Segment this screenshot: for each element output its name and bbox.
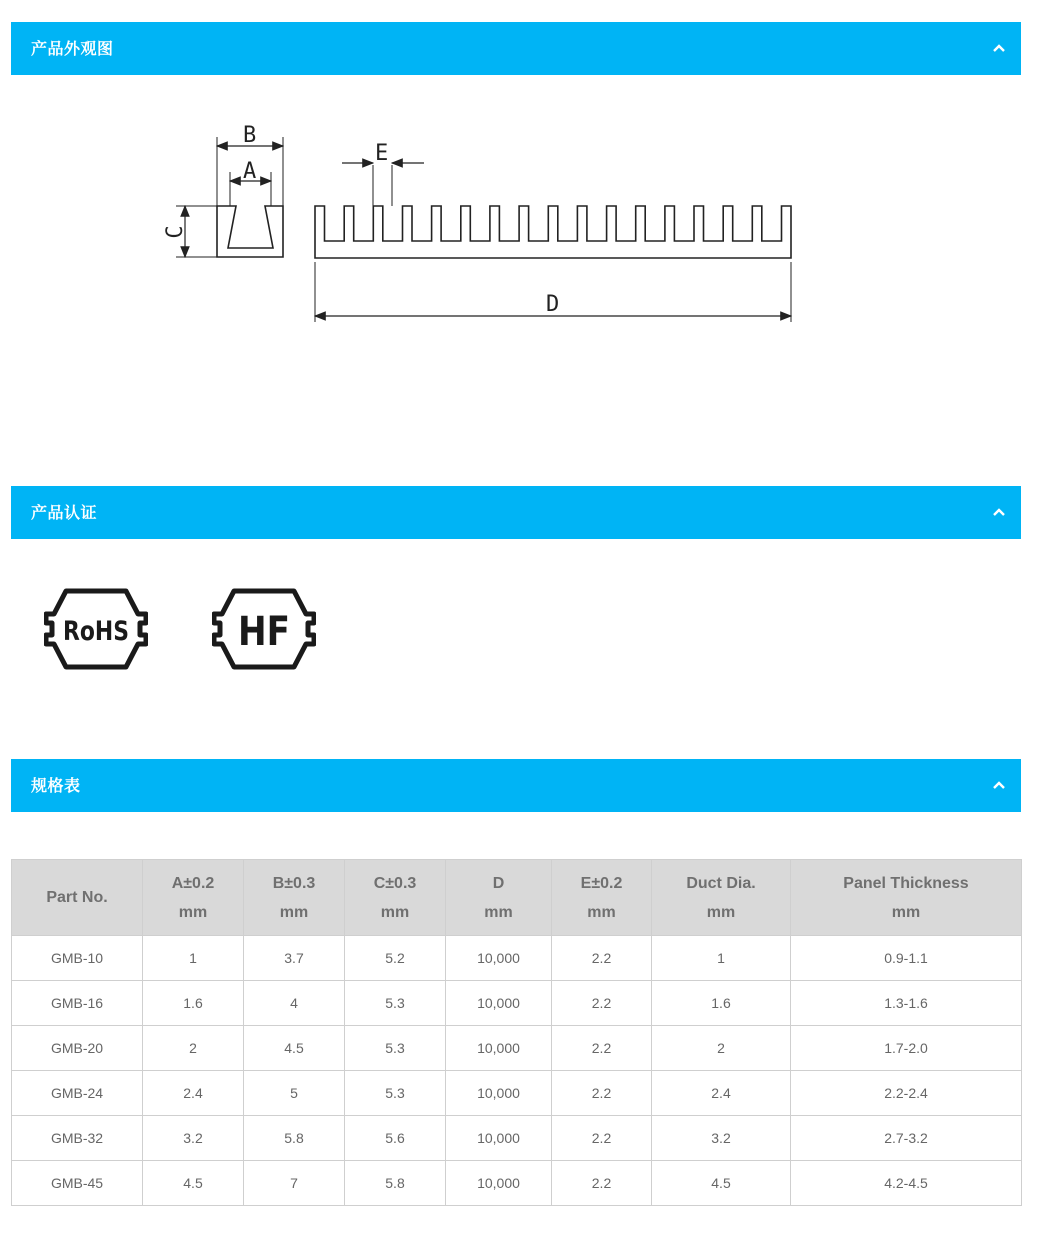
dim-label-d: D [546,292,560,317]
table-row [12,1161,1022,1206]
table-cell: 4.5 [244,1026,345,1071]
table-cell: 5 [244,1071,345,1116]
table-cell: 4.2-4.5 [791,1161,1022,1206]
table-cell: 1.6 [143,981,244,1026]
table-cell: 3.2 [652,1116,791,1161]
table-cell: GMB-16 [12,981,143,1026]
table-cell: 2.2 [552,981,652,1026]
table-cell: 2.2-2.4 [791,1071,1022,1116]
table-cell: 2.2 [552,1116,652,1161]
hf-label: HF [238,609,290,655]
col-header: D mm [446,860,552,936]
col-header: Duct Dia. mm [652,860,791,936]
col-header: Panel Thickness mm [791,860,1022,936]
table-cell: 2.2 [552,1026,652,1071]
section-header-spec[interactable] [11,759,1021,812]
table-header-row [12,860,1022,936]
chevron-up-icon[interactable] [989,775,1009,795]
table-cell: 5.6 [345,1116,446,1161]
chevron-up-icon[interactable] [989,502,1009,522]
table-cell: 2.7-3.2 [791,1116,1022,1161]
table-row [12,936,1022,981]
table-row [12,981,1022,1026]
section-title: 规格表 [31,776,81,795]
rohs-logo [44,584,148,674]
table-cell: 0.9-1.1 [791,936,1022,981]
table-cell: 2 [652,1026,791,1071]
spec-table [11,859,1022,1206]
table-cell: 1 [652,936,791,981]
table-cell: 1.7-2.0 [791,1026,1022,1071]
table-cell: 5.3 [345,981,446,1026]
table-cell: 1.3-1.6 [791,981,1022,1026]
table-cell: GMB-24 [12,1071,143,1116]
table-cell: 1 [143,936,244,981]
dim-label-a: A [243,159,257,184]
rohs-label: RoHS [63,616,129,647]
col-header: C±0.3 mm [345,860,446,936]
col-header: A±0.2 mm [143,860,244,936]
dim-label-c: C [163,225,188,239]
col-header: E±0.2 mm [552,860,652,936]
table-cell: 10,000 [446,936,552,981]
table-cell: 1.6 [652,981,791,1026]
table-cell: 2.2 [552,1161,652,1206]
table-cell: 2.2 [552,1071,652,1116]
table-cell: 5.3 [345,1026,446,1071]
section-header-certification[interactable] [11,486,1021,539]
table-cell: 2.4 [143,1071,244,1116]
table-cell: 2.2 [552,936,652,981]
dim-label-b: B [243,123,257,148]
section-title: 产品外观图 [31,39,114,58]
table-cell: GMB-10 [12,936,143,981]
table-cell: 10,000 [446,1026,552,1071]
cross-section-profile [176,137,283,257]
table-cell: 5.8 [244,1116,345,1161]
section-header-appearance[interactable] [11,22,1021,75]
table-cell: GMB-20 [12,1026,143,1071]
table-cell: 5.2 [345,936,446,981]
dim-label-e: E [375,141,389,166]
table-cell: 2 [143,1026,244,1071]
table-cell: 4.5 [652,1161,791,1206]
table-cell: 10,000 [446,1161,552,1206]
table-cell: 3.2 [143,1116,244,1161]
table-row [12,1116,1022,1161]
table-row [12,1026,1022,1071]
table-cell: 7 [244,1161,345,1206]
product-drawing [0,75,1040,486]
hf-logo [212,584,316,674]
table-cell: 10,000 [446,1071,552,1116]
table-cell: GMB-32 [12,1116,143,1161]
table-cell: 4 [244,981,345,1026]
section-title: 产品认证 [31,503,98,522]
table-cell: 4.5 [143,1161,244,1206]
table-row [12,1071,1022,1116]
chevron-up-icon[interactable] [989,38,1009,58]
table-cell: GMB-45 [12,1161,143,1206]
table-cell: 10,000 [446,1116,552,1161]
table-cell: 10,000 [446,981,552,1026]
col-header: Part No. [12,860,143,936]
table-cell: 5.8 [345,1161,446,1206]
col-header: B±0.3 mm [244,860,345,936]
table-cell: 3.7 [244,936,345,981]
table-cell: 2.4 [652,1071,791,1116]
table-cell: 5.3 [345,1071,446,1116]
